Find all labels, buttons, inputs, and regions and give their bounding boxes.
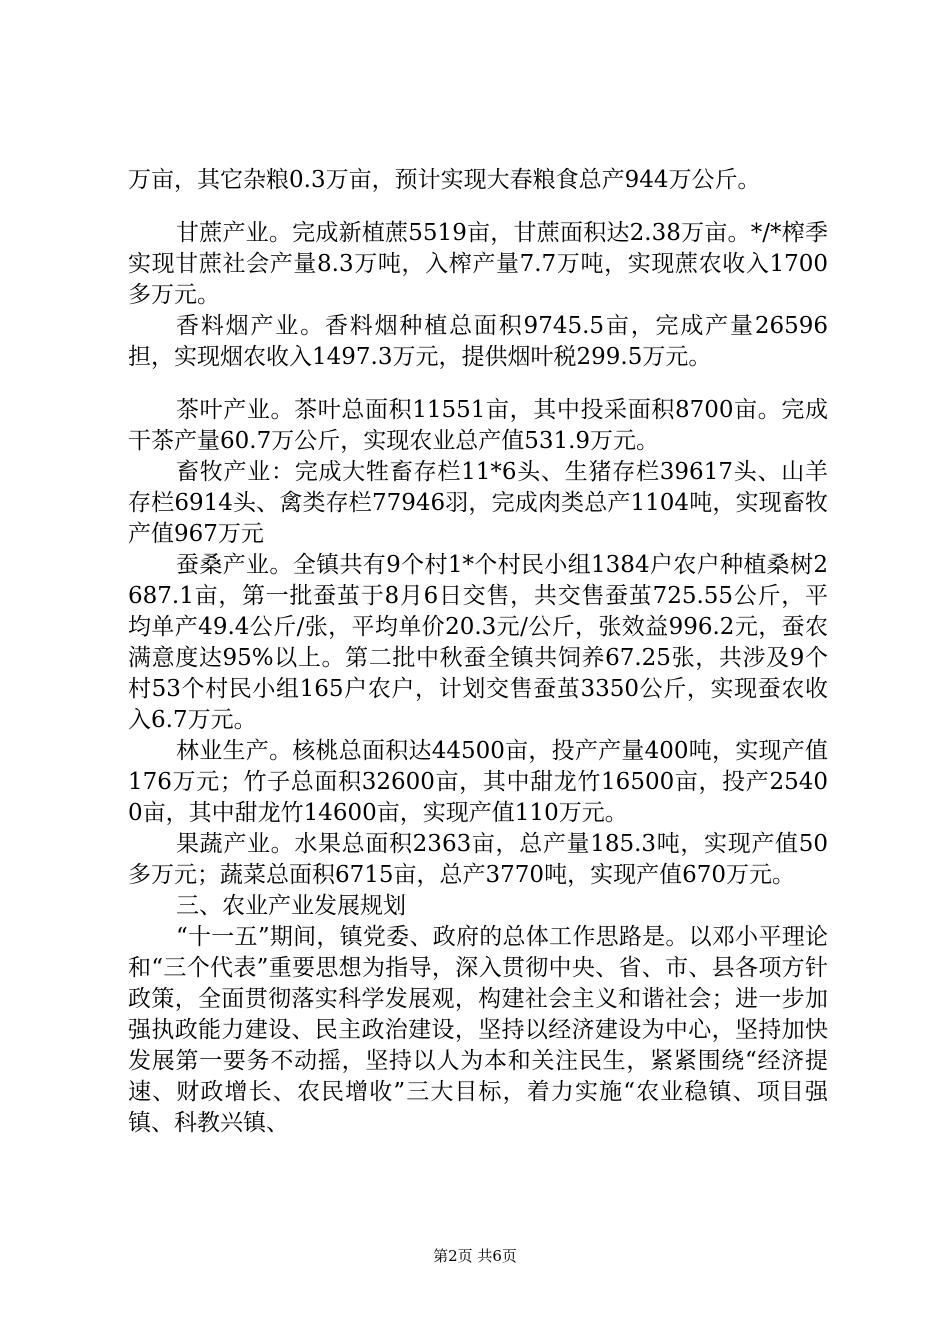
paragraph-fruit-vegetable: 果蔬产业。水果总面积2363亩，总产量185.3吨，实现产值50多万元；蔬菜总面积6715亩，总产3770吨，实现产值670万元。 [128, 831, 828, 888]
page-number-footer: 第2页 共6页 [433, 1247, 517, 1265]
paragraph-sericulture: 蚕桑产业。全镇共有9个村1*个村民小组1384户农户种植桑树2687.1亩，第一批蚕茧于8月6日交售，共交售蚕茧725.55公斤，平均单产49.4公斤/张，平均单价20.3元/公斤，张效益996.2元，蚕农满意度达95%以上。第二批中秋蚕全镇共饲养67.25张，共涉及9个村53个村民小组165户农户，计划交售蚕茧3350公斤，实现蚕农收入6.7万元。 [128, 552, 828, 733]
paragraph-sugarcane: 甘蔗产业。完成新植蔗5519亩，甘蔗面积达2.38万亩。*/*榨季实现甘蔗社会产量8.3万吨，入榨产量7.7万吨，实现蔗农收入1700多万元。 [128, 220, 828, 308]
paragraph-forestry: 林业生产。核桃总面积达44500亩，投产产量400吨，实现产值176万元；竹子总面积32600亩，其中甜龙竹16500亩，投产25400亩，其中甜龙竹14600亩，实现产值110万元。 [128, 738, 828, 826]
paragraph-planning: “十一五”期间，镇党委、政府的总体工作思路是。以邓小平理论和“三个代表”重要思想为指导，深入贯彻中央、省、市、县各项方针政策，全面贯彻落实科学发展观，构建社会主义和谐社会；进一步加强执政能力建设、民主政治建设，坚持以经济建设为中心，坚持加快发展第一要务不动摇，坚持以人为本和关注民生，紧紧围绕“经济提速、财政增长、农民增收”三大目标，着力实施“农业稳镇、项目强镇、科教兴镇、 [128, 924, 828, 1136]
paragraph-tea: 茶叶产业。茶叶总面积11551亩，其中投采面积8700亩。完成干茶产量60.7万公斤，实现农业总产值531.9万元。 [128, 397, 828, 454]
section-heading-planning: 三、农业产业发展规划 [176, 893, 406, 919]
paragraph-tobacco: 香料烟产业。香料烟种植总面积9745.5亩，完成产量26596担，实现烟农收入1497.3万元，提供烟叶税299.5万元。 [128, 313, 828, 370]
document-body [128, 165, 828, 1139]
paragraph-livestock: 畜牧产业：完成大牲畜存栏11*6头、生猪存栏39617头、山羊存栏6914头、禽类存栏77946羽，完成肉类总产1104吨，实现畜牧产值967万元 [128, 459, 828, 547]
paragraph-grain-continuation: 万亩，其它杂粮0.3万亩，预计实现大春粮食总产944万公斤。 [128, 167, 761, 193]
